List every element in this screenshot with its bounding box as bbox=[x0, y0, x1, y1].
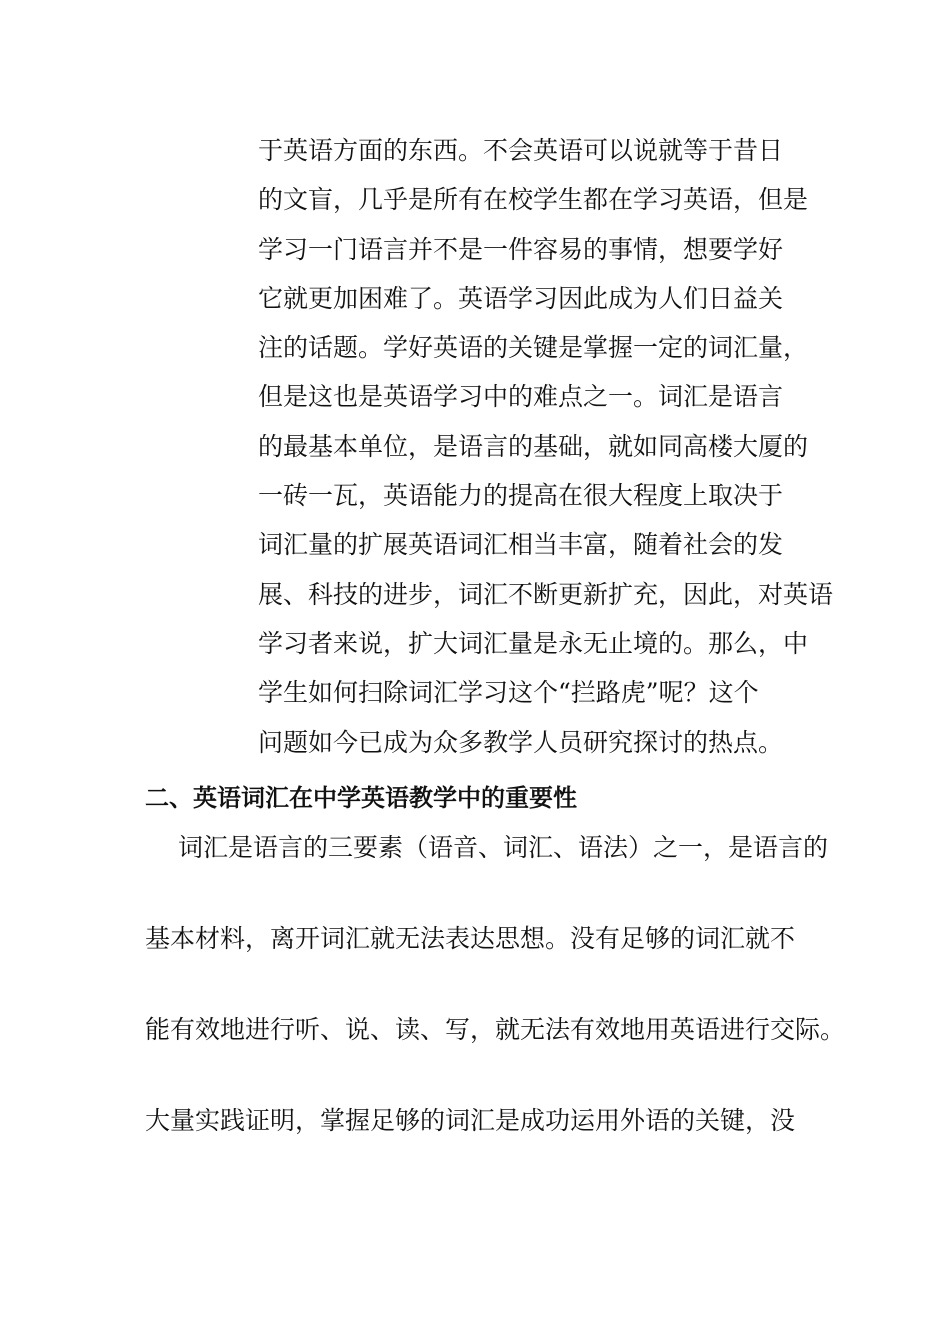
paragraph-line: 词汇量的扩展英语词汇相当丰富，随着社会的发 bbox=[258, 530, 784, 560]
paragraph-line: 学习者来说，扩大词汇量是永无止境的。那么，中 bbox=[258, 628, 809, 658]
paragraph-line: 大量实践证明，掌握足够的词汇是成功运用外语的关键，没 bbox=[145, 1106, 796, 1135]
section-heading: 二、英语词汇在中学英语教学中的重要性 bbox=[145, 783, 577, 812]
paragraph-line: 的文盲，几乎是所有在校学生都在学习英语，但是 bbox=[258, 185, 809, 215]
paragraph-line: 学生如何扫除词汇学习这个“拦路虎”呢？这个 bbox=[258, 678, 759, 708]
paragraph-line: 能有效地进行听、说、读、写，就无法有效地用英语进行交际。 bbox=[145, 1015, 846, 1044]
paragraph-line: 基本材料，离开词汇就无法表达思想。没有足够的词汇就不 bbox=[145, 924, 796, 953]
paragraph-line: 注的话题。学好英语的关键是掌握一定的词汇量， bbox=[258, 333, 809, 363]
section-paragraph bbox=[145, 826, 846, 1190]
continuation-paragraph bbox=[258, 126, 834, 767]
paragraph-line: 的最基本单位，是语言的基础，就如同高楼大厦的 bbox=[258, 431, 809, 461]
paragraph-line: 词汇是语言的三要素（语音、词汇、语法）之一，是语言的 bbox=[178, 833, 829, 862]
paragraph-line: 学习一门语言并不是一件容易的事情，想要学好 bbox=[258, 234, 784, 264]
paragraph-line: 但是这也是英语学习中的难点之一。词汇是语言 bbox=[258, 382, 784, 412]
paragraph-line: 一砖一瓦，英语能力的提高在很大程度上取决于 bbox=[258, 481, 784, 511]
paragraph-line: 它就更加困难了。英语学习因此成为人们日益关 bbox=[258, 283, 784, 313]
paragraph-line: 展、科技的进步，词汇不断更新扩充，因此，对英语 bbox=[258, 579, 834, 609]
paragraph-line: 问题如今已成为众多教学人员研究探讨的热点。 bbox=[258, 727, 784, 757]
paragraph-line: 于英语方面的东西。不会英语可以说就等于昔日 bbox=[258, 136, 784, 165]
